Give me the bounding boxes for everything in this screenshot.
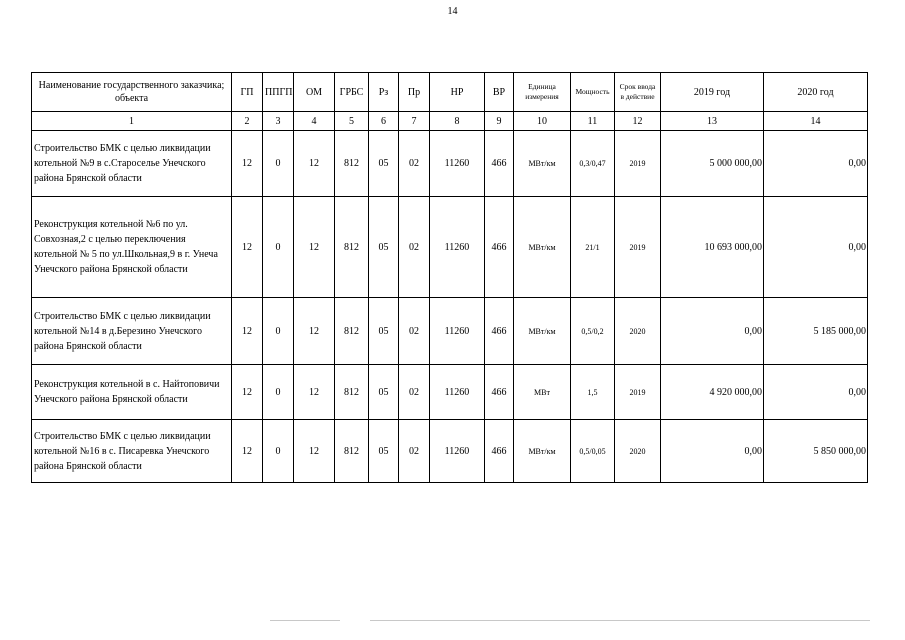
- column-number: 9: [485, 112, 514, 131]
- header-cell-grbs: ГРБС: [335, 73, 369, 112]
- column-number: 8: [430, 112, 485, 131]
- table-row: [32, 420, 868, 483]
- nr-cell: 11260: [430, 420, 485, 483]
- object-name: Реконструкция котельной в с. Найтоповичи Унечского района Брянской области: [32, 365, 232, 420]
- power-cell: 0,5/0,05: [571, 420, 615, 483]
- header-cell-unit: Единица измерения: [514, 73, 571, 112]
- column-number: 3: [263, 112, 294, 131]
- gp-cell: 12: [232, 197, 263, 298]
- column-number: 10: [514, 112, 571, 131]
- scan-artifact: [370, 620, 870, 621]
- header-cell-nr: НР: [430, 73, 485, 112]
- pr-cell: 02: [399, 298, 430, 365]
- grbs-cell: 812: [335, 298, 369, 365]
- column-number: 11: [571, 112, 615, 131]
- nr-cell: 11260: [430, 197, 485, 298]
- amount-2020-cell: 0,00: [764, 365, 868, 420]
- unit-cell: МВт: [514, 365, 571, 420]
- header-cell-ppgp: ППГП: [263, 73, 294, 112]
- nr-cell: 11260: [430, 365, 485, 420]
- amount-2020-cell: 5 850 000,00: [764, 420, 868, 483]
- grbs-cell: 812: [335, 365, 369, 420]
- vr-cell: 466: [485, 420, 514, 483]
- vr-cell: 466: [485, 131, 514, 197]
- header-cell-pr: Пр: [399, 73, 430, 112]
- gp-cell: 12: [232, 131, 263, 197]
- term-cell: 2019: [615, 131, 661, 197]
- table-row: [32, 298, 868, 365]
- scan-artifact: [270, 620, 340, 621]
- vr-cell: 466: [485, 298, 514, 365]
- term-cell: 2020: [615, 298, 661, 365]
- object-name: Строительство БМК с целью ликвидации котельной №16 в с. Писаревка Унечского района Брянской области: [32, 420, 232, 483]
- om-cell: 12: [294, 420, 335, 483]
- gp-cell: 12: [232, 365, 263, 420]
- amount-2019-cell: 5 000 000,00: [661, 131, 764, 197]
- column-number: 14: [764, 112, 868, 131]
- amount-2019-cell: 10 693 000,00: [661, 197, 764, 298]
- term-cell: 2019: [615, 365, 661, 420]
- header-cell-gp: ГП: [232, 73, 263, 112]
- column-number: 1: [32, 112, 232, 131]
- pr-cell: 02: [399, 197, 430, 298]
- nr-cell: 11260: [430, 298, 485, 365]
- unit-cell: МВт/км: [514, 298, 571, 365]
- gp-cell: 12: [232, 420, 263, 483]
- nr-cell: 11260: [430, 131, 485, 197]
- header-cell-name: Наименование государственного заказчика; объекта: [32, 73, 232, 112]
- amount-2020-cell: 5 185 000,00: [764, 298, 868, 365]
- column-number: 4: [294, 112, 335, 131]
- pr-cell: 02: [399, 420, 430, 483]
- column-number: 5: [335, 112, 369, 131]
- table-row: [32, 131, 868, 197]
- unit-cell: МВт/км: [514, 420, 571, 483]
- table-row: [32, 365, 868, 420]
- ppgp-cell: 0: [263, 197, 294, 298]
- table-row: [32, 197, 868, 298]
- amount-2020-cell: 0,00: [764, 197, 868, 298]
- column-number: 7: [399, 112, 430, 131]
- rz-cell: 05: [369, 298, 399, 365]
- ppgp-cell: 0: [263, 298, 294, 365]
- grbs-cell: 812: [335, 197, 369, 298]
- column-number: 13: [661, 112, 764, 131]
- header-cell-vr: ВР: [485, 73, 514, 112]
- om-cell: 12: [294, 197, 335, 298]
- header-cell-2019: 2019 год: [661, 73, 764, 112]
- unit-cell: МВт/км: [514, 131, 571, 197]
- unit-cell: МВт/км: [514, 197, 571, 298]
- grbs-cell: 812: [335, 420, 369, 483]
- ppgp-cell: 0: [263, 131, 294, 197]
- ppgp-cell: 0: [263, 420, 294, 483]
- amount-2019-cell: 0,00: [661, 298, 764, 365]
- header-cell-2020: 2020 год: [764, 73, 868, 112]
- vr-cell: 466: [485, 365, 514, 420]
- amount-2020-cell: 0,00: [764, 131, 868, 197]
- term-cell: 2020: [615, 420, 661, 483]
- object-name: Строительство БМК с целью ликвидации котельной №14 в д.Березино Унечского района Брянской области: [32, 298, 232, 365]
- power-cell: 1,5: [571, 365, 615, 420]
- column-number-row: [32, 112, 868, 131]
- budget-table: [31, 72, 868, 483]
- rz-cell: 05: [369, 131, 399, 197]
- om-cell: 12: [294, 131, 335, 197]
- column-number: 6: [369, 112, 399, 131]
- header-cell-om: ОМ: [294, 73, 335, 112]
- rz-cell: 05: [369, 420, 399, 483]
- om-cell: 12: [294, 365, 335, 420]
- grbs-cell: 812: [335, 131, 369, 197]
- header-cell-term: Срок ввода в действие: [615, 73, 661, 112]
- vr-cell: 466: [485, 197, 514, 298]
- pr-cell: 02: [399, 365, 430, 420]
- column-number: 2: [232, 112, 263, 131]
- amount-2019-cell: 4 920 000,00: [661, 365, 764, 420]
- header-cell-rz: Рз: [369, 73, 399, 112]
- term-cell: 2019: [615, 197, 661, 298]
- gp-cell: 12: [232, 298, 263, 365]
- header-row: [32, 73, 868, 112]
- om-cell: 12: [294, 298, 335, 365]
- object-name: Строительство БМК с целью ликвидации котельной №9 в с.Староселье Унечского района Брянской области: [32, 131, 232, 197]
- header-cell-power: Мощность: [571, 73, 615, 112]
- power-cell: 0,3/0,47: [571, 131, 615, 197]
- amount-2019-cell: 0,00: [661, 420, 764, 483]
- power-cell: 0,5/0,2: [571, 298, 615, 365]
- ppgp-cell: 0: [263, 365, 294, 420]
- object-name: Реконструкция котельной №6 по ул. Совхозная,2 с целью переключения котельной № 5 по ул.Школьная,9 в г. Унеча Унечского района Брянской области: [32, 197, 232, 298]
- rz-cell: 05: [369, 197, 399, 298]
- page-number: 14: [447, 6, 458, 17]
- column-number: 12: [615, 112, 661, 131]
- power-cell: 21/1: [571, 197, 615, 298]
- pr-cell: 02: [399, 131, 430, 197]
- rz-cell: 05: [369, 365, 399, 420]
